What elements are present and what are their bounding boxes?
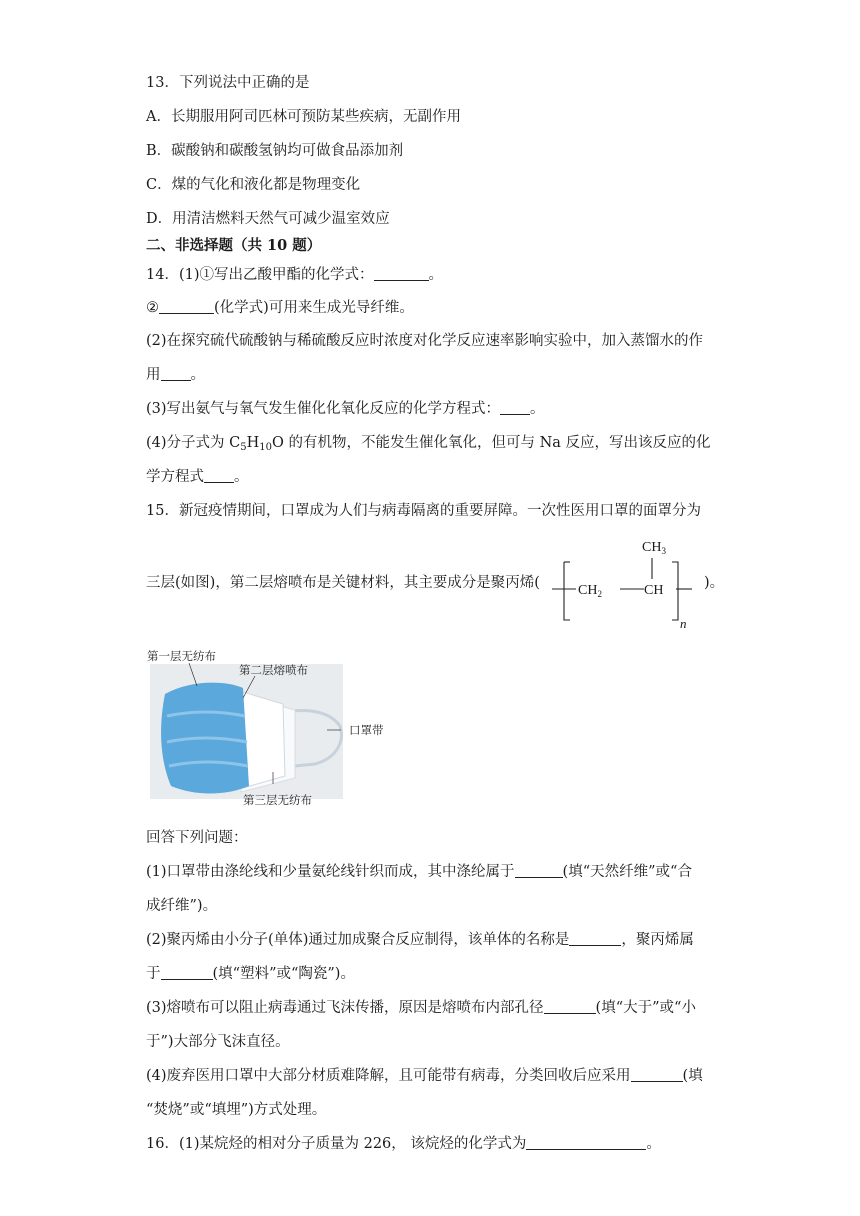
- q15-line-1: 15．新冠疫情期间，口罩成为人们与病毒隔离的重要屏障。一次性医用口罩的面罩分为: [146, 503, 701, 519]
- q15-p1: [146, 862, 692, 882]
- ch3-group: $CH_3$: [642, 540, 666, 556]
- mask-figure: [145, 646, 395, 806]
- q15-text: (填: [682, 1068, 703, 1084]
- q15-text: (填“天然纤维”或“合: [562, 864, 692, 880]
- q16-text: 16．(1)某烷烃的相对分子质量为 226， 该烷烃的化学式为: [146, 1136, 527, 1152]
- q14-text: ②: [146, 300, 159, 316]
- answer-blank: [161, 366, 191, 381]
- q14-text: 。: [190, 367, 205, 383]
- answer-blank: [526, 1135, 646, 1150]
- q15-text: (3)熔喷布可以阻止病毒通过飞沫传播，原因是熔喷布内部孔径: [146, 1000, 544, 1016]
- q15-p2-cont: [146, 964, 355, 984]
- q13-option-a: A．长期服用阿司匹林可预防某些疾病，无副作用: [146, 109, 461, 125]
- q14-text: 用: [146, 367, 161, 383]
- right-bracket: [672, 562, 678, 620]
- q14-text: 。: [428, 267, 443, 283]
- q15-line-2b: )。: [704, 575, 725, 591]
- q15-prompt: 回答下列问题：: [146, 830, 248, 846]
- answer-blank: [204, 468, 234, 483]
- q15-text: (填“大于”或“小: [595, 1000, 696, 1016]
- q15-text: 于: [146, 966, 161, 982]
- q14-line-4: [146, 365, 205, 385]
- q15-text: (2)聚丙烯由小分子(单体)通过加成聚合反应制得，该单体的名称是: [146, 932, 570, 948]
- answer-blank: [500, 400, 530, 415]
- q14-text: (化学式)可用来生成光导纤维。: [214, 300, 414, 316]
- subscript: 10: [259, 442, 273, 453]
- q15-text: (1)口罩带由涤纶线和少量氨纶线针织而成，其中涤纶属于: [146, 864, 515, 880]
- q13-option-c: C．煤的气化和液化都是物理变化: [146, 177, 361, 193]
- label-layer-3: 第三层无纺布: [243, 793, 312, 807]
- subscript: 5: [240, 442, 247, 453]
- section-title: 二、非选择题（共 10 题）: [146, 237, 322, 254]
- q15-text: (填“塑料”或“陶瓷”)。: [212, 966, 355, 982]
- q16-text: 。: [646, 1136, 661, 1152]
- q14-line-5: [146, 399, 545, 419]
- q14-line-7: [146, 467, 249, 487]
- q14-text: (3)写出氨气与氧气发生催化化氧化反应的化学方程式：: [146, 401, 501, 417]
- answer-blank: [569, 931, 621, 946]
- answer-blank: [159, 299, 214, 314]
- q15-p3: [146, 998, 696, 1018]
- label-layer-2: 第二层熔喷布: [239, 663, 308, 677]
- q15-text: (4)废弃医用口罩中大部分材质难降解，且可能带有病毒，分类回收后应采用: [146, 1068, 631, 1084]
- answer-blank: [161, 965, 213, 980]
- q13-stem: 13．下列说法中正确的是: [146, 75, 310, 91]
- repeat-n: n: [680, 616, 687, 631]
- q14-text: 。: [234, 469, 249, 485]
- q15-line-2a: 三层(如图)，第二层熔喷布是关键材料，其主要成分是聚丙烯(: [146, 575, 540, 591]
- answer-blank: [631, 1067, 683, 1082]
- q14-line-6: [146, 433, 711, 453]
- q14-text: H: [246, 435, 260, 451]
- answer-blank: [374, 266, 429, 281]
- q14-text: O 的有机物，不能发生催化氧化，但可与 Na 反应，写出该反应的化: [272, 435, 711, 451]
- q14-text: 。: [530, 401, 545, 417]
- q14-text: 学方程式: [146, 469, 204, 485]
- q15-p4: [146, 1066, 703, 1086]
- q15-p3-cont: 于”)大部分飞沫直径。: [146, 1034, 290, 1050]
- q14-line-2: [146, 298, 414, 318]
- q14-text: (4)分子式为 C: [146, 435, 241, 451]
- polypropylene-formula: [552, 534, 702, 634]
- q15-p2: [146, 930, 694, 950]
- q15-p1-cont: 成纤维”)。: [146, 898, 218, 914]
- ch-group: CH: [644, 583, 664, 598]
- q15-p4-cont: “焚烧”或“填埋”)方式处理。: [146, 1102, 327, 1118]
- q13-option-d: D．用清洁燃料天然气可减少温室效应: [146, 211, 390, 227]
- ch2-group: $CH_2$: [578, 583, 602, 599]
- label-layer-1: 第一层无纺布: [147, 649, 216, 663]
- left-bracket: [564, 562, 570, 620]
- q13-option-b: B．碳酸钠和碳酸氢钠均可做食品添加剂: [146, 143, 404, 159]
- q15-text: ，聚丙烯属: [621, 932, 694, 948]
- q14-text: 14．(1)①写出乙酸甲酯的化学式：: [146, 267, 374, 283]
- answer-blank: [515, 863, 563, 878]
- label-strap: 口罩带: [349, 723, 384, 737]
- q16-line-1: [146, 1134, 661, 1154]
- q14-line-3: (2)在探究硫代硫酸钠与稀硫酸反应时浓度对化学反应速率影响实验中，加入蒸馏水的作: [146, 333, 704, 349]
- q14-line-1: [146, 265, 443, 285]
- answer-blank: [544, 999, 596, 1014]
